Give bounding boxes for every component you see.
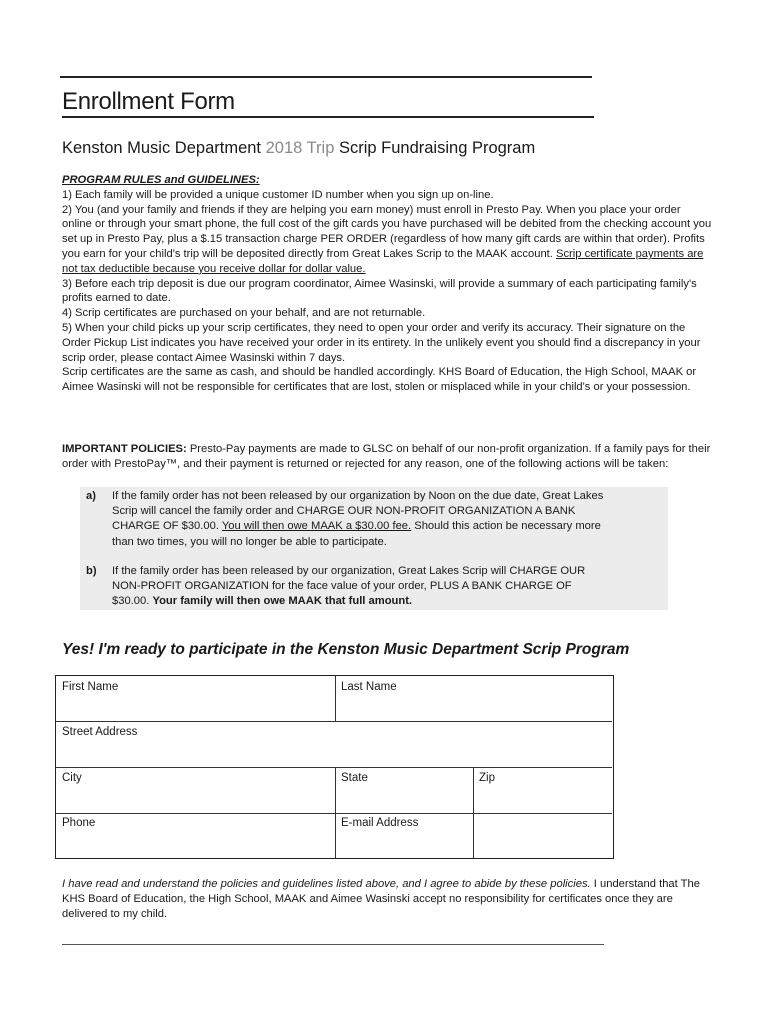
agreement-statement xyxy=(62,877,712,922)
policy-action-b xyxy=(86,564,666,610)
action-b-line1: If the family order has been released by our organization, Great Lakes Scrip will CHARGE OUR xyxy=(112,565,586,577)
policies-heading: IMPORTANT POLICIES: xyxy=(62,443,187,455)
subtitle-text: Kenston Music Department xyxy=(62,139,266,157)
program-rules xyxy=(62,173,712,395)
form-col-divider xyxy=(335,676,336,721)
rule-item-5: 5) When your child picks up your scrip certificates, they need to open your order and verify its accuracy. Their signature on the Order Pickup List indicates you have received your order in its entirety. In the unlikely event you should find a discrepancy in your scrip order, please contact Aimee Wasinski within 7 days. xyxy=(62,321,701,364)
rule-item-2 xyxy=(62,203,712,277)
rules-heading: PROGRAM RULES and GUIDELINES: xyxy=(62,174,260,186)
page-title: Enrollment Form xyxy=(62,88,594,118)
form-row-divider xyxy=(56,721,612,722)
cash-note: Scrip certificates are the same as cash, and should be handled accordingly. KHS Board of Education, the High School, MAAK or Aimee Wasinski will not be responsible for certificates that are lost, stolen or misplaced while in your child's or your possession. xyxy=(62,366,697,394)
action-b-line3 xyxy=(112,594,585,609)
important-policies xyxy=(62,442,712,472)
action-b-line2: NON-PROFIT ORGANIZATION for the face value of your order, PLUS A BANK CHARGE OF xyxy=(112,580,572,593)
rule-item-3: 3) Before each trip deposit is due our program coordinator, Aimee Wasinski, will provide a summary of each participating family's profits earned to date. xyxy=(62,277,697,305)
form-heading: Yes! I'm ready to participate in the Kenston Music Department Scrip Program xyxy=(62,641,630,658)
rule-item-2-underlined: Scrip certificate payments are not tax deductible because you receive dollar for dollar value. xyxy=(62,247,704,275)
rule-item-4: 4) Scrip certificates are purchased on your behalf, and are not returnable. xyxy=(62,307,426,320)
action-a-text xyxy=(112,489,603,550)
action-a-fee: You will then owe MAAK a $30.00 fee. xyxy=(221,520,412,533)
action-a-line3-rest: Should this action be necessary more xyxy=(411,520,601,533)
form-col-divider xyxy=(335,767,336,858)
signature-line[interactable] xyxy=(62,944,604,945)
subtitle-text-end: Scrip Fundraising Program xyxy=(334,139,536,157)
policy-actions-box xyxy=(80,487,668,610)
rule-item-2-text: 2) You (and your family and friends if they are helping you earn money) must enroll in Presto Pay. When you place your order online or through your smart phone, the full cost of the gift cards you have purchased will be debited from the checking account you set up in Presto Pay, plus a $.15 transaction charge PER ORDER (regardless of how many gift cards are within that order). Profits you earn for your child's trip will be deposited directly from Great Lakes Scrip to the MAAK account. xyxy=(62,203,712,260)
first-name-field[interactable]: First Name xyxy=(62,681,119,693)
action-a-line2: Scrip will cancel the family order and CHARGE OUR NON-PROFIT ORGANIZATION A BANK xyxy=(112,505,576,518)
subtitle-accent: 2018 Trip xyxy=(265,139,335,157)
rule-item-1: 1) Each family will be provided a unique customer ID number when you sign up on-line. xyxy=(62,188,494,201)
action-a-line4: than two times, you will no longer be able to participate. xyxy=(112,535,387,548)
last-name-field[interactable]: Last Name xyxy=(341,681,397,693)
page-subtitle xyxy=(62,137,535,159)
policies-intro xyxy=(62,442,712,472)
action-a-line3 xyxy=(112,519,603,534)
zip-field[interactable]: Zip xyxy=(479,772,495,784)
action-a-line3-text: CHARGE OF $30.00. xyxy=(112,520,222,533)
form-row-divider xyxy=(56,813,612,814)
action-a-line1: If the family order has not been released by our organization by Noon on the due date, Great Lakes xyxy=(112,490,604,502)
enrollment-form-table xyxy=(55,675,614,859)
agreement-text: I understand that The KHS Board of Education, the High School, MAAK and Aimee Wasinski accept no responsibility for certificates once they are delivered to my child. xyxy=(62,878,700,920)
email-field[interactable]: E-mail Address xyxy=(341,817,419,829)
policies-intro-text: Presto-Pay payments are made to GLSC on behalf of our non-profit organization. If a family pays for their order with PrestoPay™, and their payment is returned or rejected for any reason, one of the following actions will be taken: xyxy=(62,443,711,470)
top-rule xyxy=(60,76,592,78)
agreement-italic: I have read and understand the policies and guidelines listed above, and I agree to abide by these policies. xyxy=(62,878,591,890)
action-b-owe: Your family will then owe MAAK that full amount. xyxy=(152,595,413,608)
city-field[interactable]: City xyxy=(62,772,82,784)
action-a-label: a) xyxy=(86,490,96,502)
phone-field[interactable]: Phone xyxy=(62,817,96,829)
action-b-text xyxy=(112,564,585,610)
street-address-field[interactable]: Street Address xyxy=(62,726,138,738)
action-b-label: b) xyxy=(86,565,97,577)
form-row-divider xyxy=(56,767,612,768)
form-col-divider xyxy=(473,767,474,858)
action-b-line3-text: $30.00. xyxy=(112,595,153,608)
state-field[interactable]: State xyxy=(341,772,368,784)
policy-action-a xyxy=(86,489,666,551)
